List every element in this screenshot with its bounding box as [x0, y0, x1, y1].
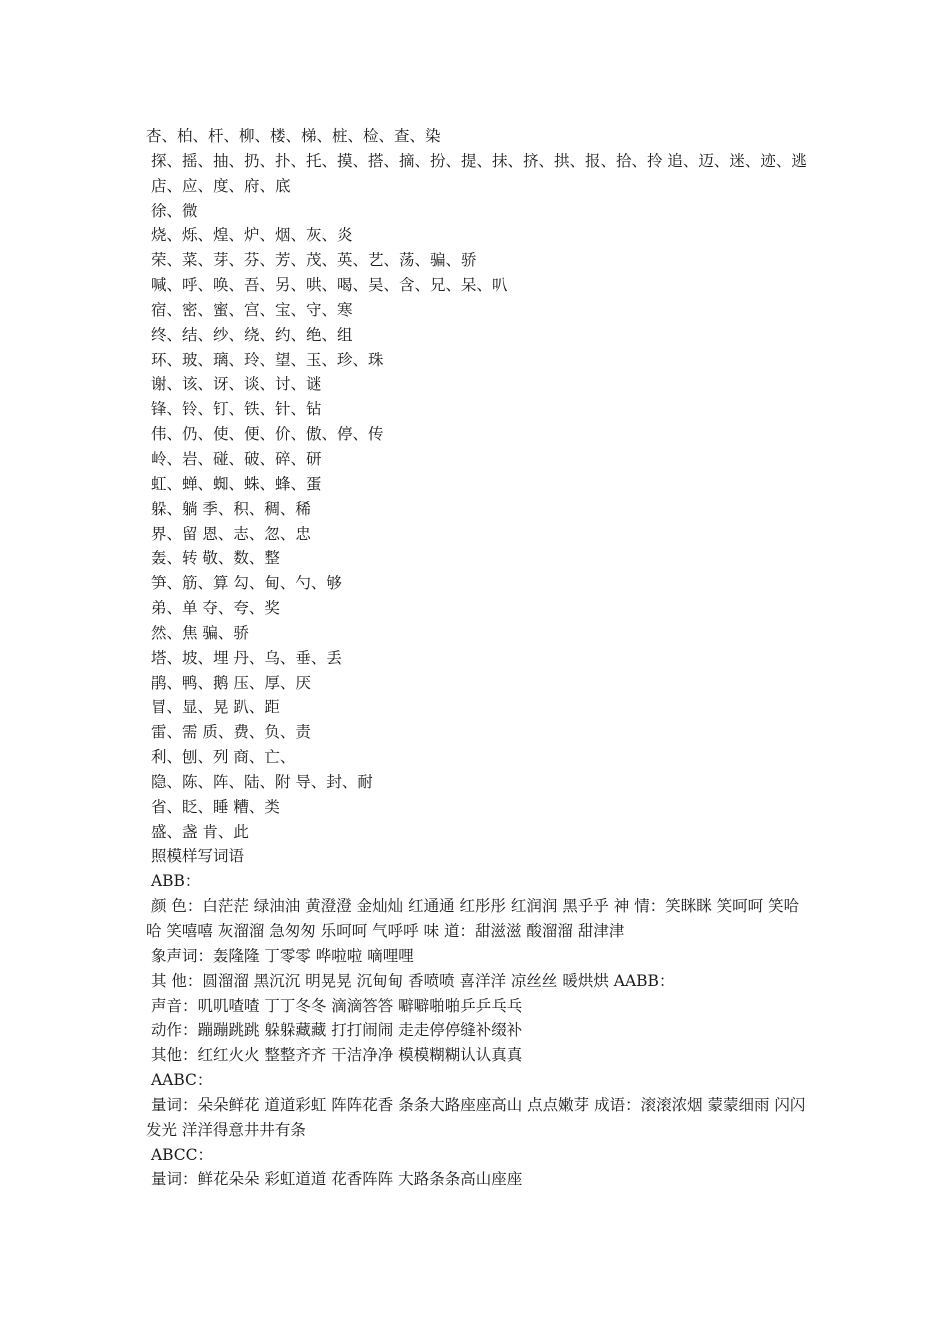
- document-body: [146, 124, 810, 1192]
- text-line: 伟、仍、使、便、价、傲、停、传: [146, 425, 384, 444]
- section-heading: 照模样写词语: [146, 847, 244, 866]
- text-line: 量词：朵朵鲜花 道道彩虹 阵阵花香 条条大路座座高山 点点嫩芽 成语：滚滚浓烟 蒙蒙细雨 闪闪发光 洋洋得意井井有条: [146, 1095, 806, 1139]
- text-line: 颜 色：白茫茫 绿油油 黄澄澄 金灿灿 红通通 红彤彤 红润润 黑乎乎 神 情：笑眯眯 笑呵呵 笑哈哈 笑嘻嘻 灰溜溜 急匆匆 乐呵呵 气呼呼 味 道：甜滋滋 酸溜溜 甜津津: [146, 897, 800, 940]
- text-line: 鹃、鸭、鹅 压、厚、厌: [146, 673, 311, 692]
- text-line: 荣、菜、芽、芬、芳、茂、英、艺、荡、骗、骄: [146, 251, 477, 270]
- text-line: 弟、单 夺、夸、奖: [146, 599, 280, 618]
- text-line: 冒、显、晃 趴、距: [146, 698, 280, 717]
- text-line: 象声词：轰隆隆 丁零零 哗啦啦 嘀哩哩: [146, 946, 414, 965]
- text-line: 利、刨、列 商、亡、: [146, 748, 296, 767]
- text-line: 徐、微: [146, 201, 198, 220]
- text-line: 量词：鲜花朵朵 彩虹道道 花香阵阵 大路条条高山座座: [146, 1170, 523, 1189]
- text-line: 塔、坡、埋 丹、乌、垂、丢: [146, 648, 342, 667]
- text-line: 锋、铃、钉、铁、针、钻: [146, 400, 322, 419]
- text-line: 终、结、纱、绕、约、绝、组: [146, 325, 353, 344]
- text-line: 环、玻、璃、玲、望、玉、珍、珠: [146, 350, 384, 369]
- subsection-heading: ABCC：: [146, 1145, 214, 1164]
- subsection-heading: AABC：: [146, 1071, 213, 1090]
- text-line: 探、摇、抽、扔、扑、托、摸、搭、摘、扮、提、抹、挤、拱、报、拾、拎 追、迈、迷、迹、逃: [146, 151, 807, 170]
- text-line: 然、焦 骗、骄: [146, 623, 249, 642]
- text-line: 省、眨、睡 糟、类: [146, 797, 280, 816]
- text-line: 动作：蹦蹦跳跳 躲躲藏藏 打打闹闹 走走停停缝补缀补: [146, 1021, 523, 1040]
- text-line: 其他：红红火火 整整齐齐 干洁净净 模模糊糊认认真真: [146, 1046, 523, 1065]
- text-line: 店、应、度、府、底: [146, 176, 291, 195]
- text-line: 其 他：圆溜溜 黑沉沉 明晃晃 沉甸甸 香喷喷 喜洋洋 凉丝丝 暖烘烘 AABB：: [146, 971, 675, 990]
- text-line: 声音：叽叽喳喳 丁丁冬冬 滴滴答答 噼噼啪啪乒乒乓乓: [146, 996, 523, 1015]
- text-line: 岭、岩、碰、破、碎、研: [146, 449, 322, 468]
- text-line: 雷、需 质、费、负、责: [146, 723, 311, 742]
- text-line: 轰、转 敬、数、整: [146, 549, 280, 568]
- text-line: 谢、该、讶、谈、讨、谜: [146, 375, 322, 394]
- subsection-heading: ABB：: [146, 872, 201, 891]
- text-line: 喊、呼、唤、吾、另、哄、喝、吴、含、兄、呆、叭: [146, 276, 508, 295]
- text-line: 烧、烁、煌、炉、烟、灰、炎: [146, 226, 353, 245]
- text-line: 杏、柏、杆、柳、楼、梯、桩、检、查、染: [146, 127, 441, 145]
- text-line: 虹、蝉、蜘、蛛、蜂、蛋: [146, 474, 322, 493]
- text-line: 笋、筋、算 勾、甸、勺、够: [146, 574, 342, 593]
- text-line: 隐、陈、阵、陆、附 导、封、耐: [146, 772, 373, 791]
- text-line: 躲、躺 季、积、稠、稀: [146, 499, 311, 518]
- text-line: 宿、密、蜜、宫、宝、守、寒: [146, 300, 353, 319]
- text-line: 界、留 恩、志、忽、忠: [146, 524, 311, 543]
- text-line: 盛、盏 肯、此: [146, 822, 249, 841]
